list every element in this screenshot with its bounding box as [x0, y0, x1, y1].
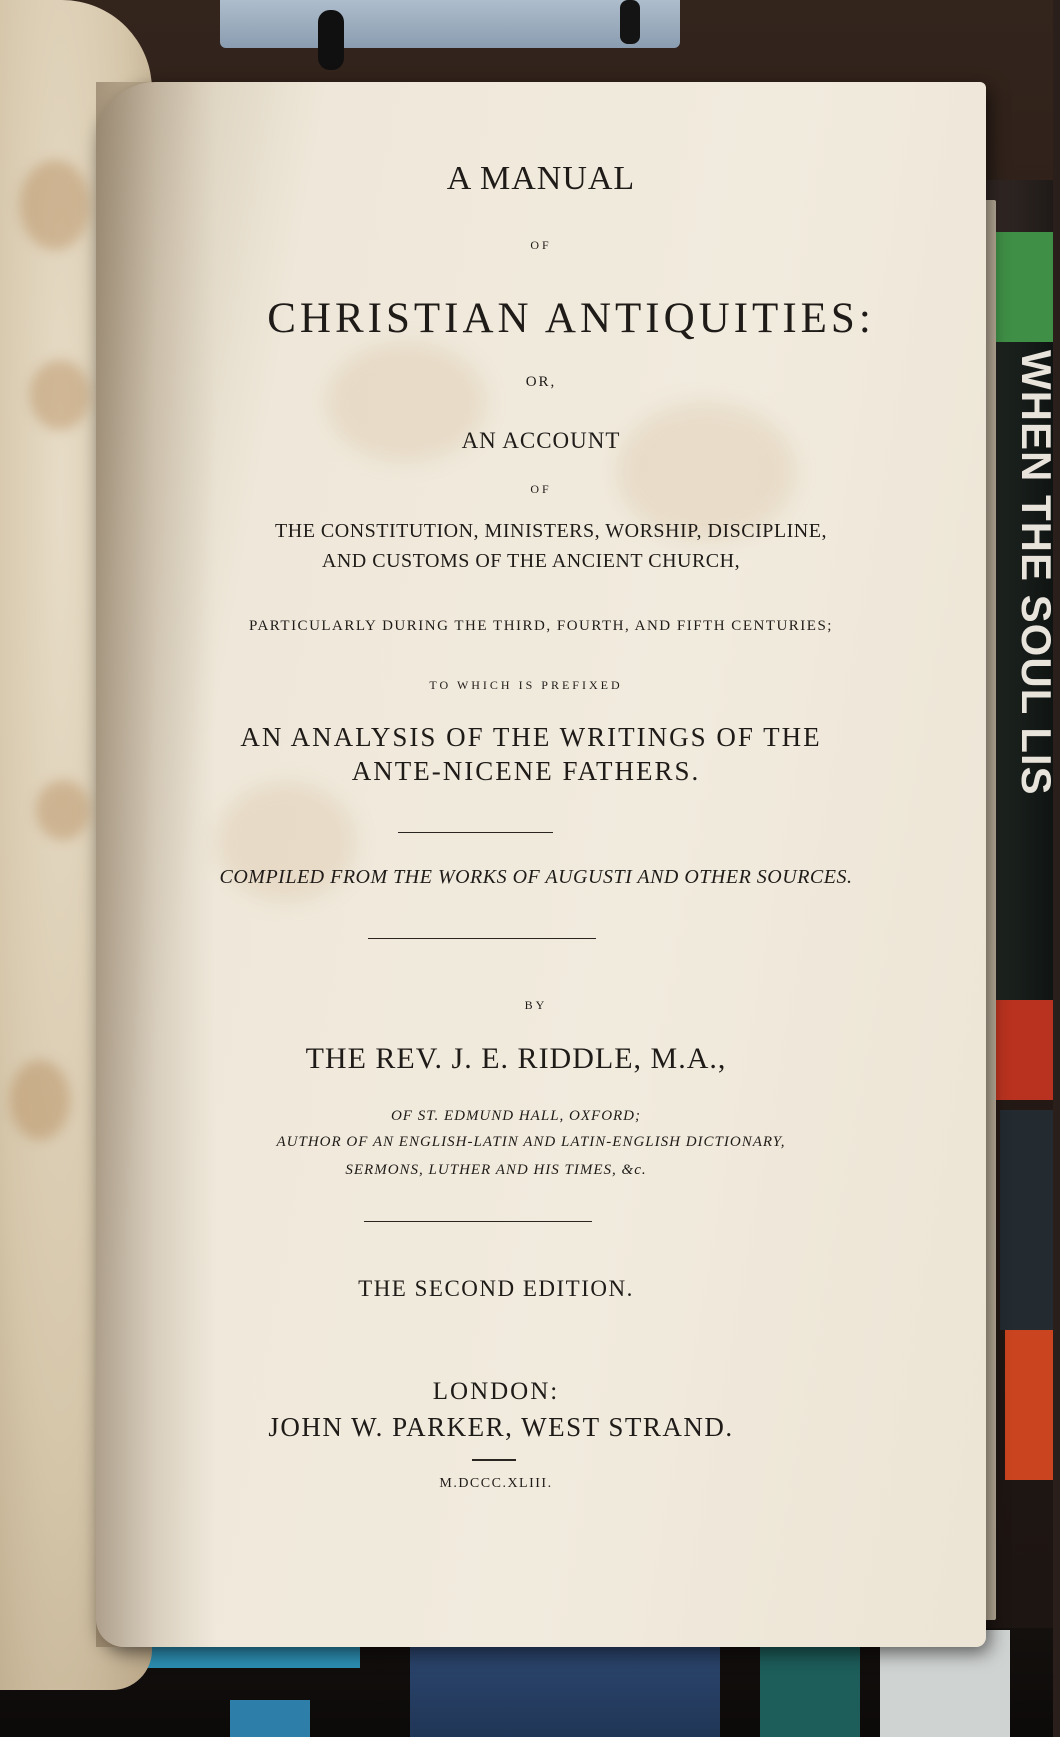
author-credits-2: SERMONS, LUTHER AND HIS TIMES, &c. [345, 1162, 647, 1178]
background-object [620, 0, 640, 44]
main-title: CHRISTIAN ANTIQUITIES: [267, 295, 875, 342]
divider-rule [364, 1221, 592, 1222]
subtitle-constitution-2: AND CUSTOMS OF THE ANCIENT CHURCH, [321, 550, 741, 572]
title-line-of-2: OF [530, 482, 552, 496]
background-object [318, 10, 344, 70]
subtitle-analysis-1: AN ANALYSIS OF THE WRITINGS OF THE [240, 722, 822, 752]
imprint-year: M.DCCC.XLIII. [439, 1476, 553, 1491]
imprint-place: LONDON: [432, 1378, 560, 1405]
subtitle-particularly: PARTICULARLY DURING THE THIRD, FOURTH, AND FIFTH CENTURIES; [249, 618, 833, 634]
background-book-teal [760, 1640, 860, 1737]
title-line-manual: A MANUAL [446, 160, 636, 197]
compiled-note: COMPILED FROM THE WORKS OF AUGUSTI AND OTHER SOURCES. [219, 866, 853, 888]
foxing-spot [30, 360, 90, 430]
title-line-of: OF [530, 238, 552, 252]
divider-rule [368, 938, 596, 939]
divider-rule [398, 832, 553, 833]
foxing-spot [36, 780, 90, 840]
background-book-red [996, 1000, 1053, 1100]
divider-rule-short [472, 1459, 516, 1461]
subtitle-prefixed: TO WHICH IS PREFIXED [429, 678, 623, 692]
imprint-publisher: JOHN W. PARKER, WEST STRAND. [268, 1412, 734, 1442]
edition-statement: THE SECOND EDITION. [358, 1276, 634, 1301]
subtitle-constitution-1: THE CONSTITUTION, MINISTERS, WORSHIP, DISCIPLINE, [275, 520, 827, 542]
author-affiliation: OF ST. EDMUND HALL, OXFORD; [390, 1108, 642, 1124]
background-book-orange [1005, 1330, 1053, 1480]
subtitle-account: AN ACCOUNT [461, 428, 621, 453]
byline-by: BY [524, 998, 548, 1012]
background-book-cyan [230, 1700, 310, 1737]
background-spine-text: WHEN THE SOUL LIS [1013, 350, 1060, 796]
title-page [96, 82, 986, 1647]
foxing-spot [10, 1060, 70, 1140]
author-credits-1: AUTHOR OF AN ENGLISH-LATIN AND LATIN-ENGLISH DICTIONARY, [276, 1134, 786, 1150]
subtitle-analysis-2: ANTE-NICENE FATHERS. [351, 756, 701, 786]
background-book-top [220, 0, 680, 48]
author-name: THE REV. J. E. RIDDLE, M.A., [305, 1042, 727, 1075]
foxing-spot [20, 160, 90, 250]
title-line-or: OR, [525, 374, 557, 390]
background-book-dark [1000, 1110, 1053, 1330]
background-book-spine-top [996, 232, 1053, 342]
